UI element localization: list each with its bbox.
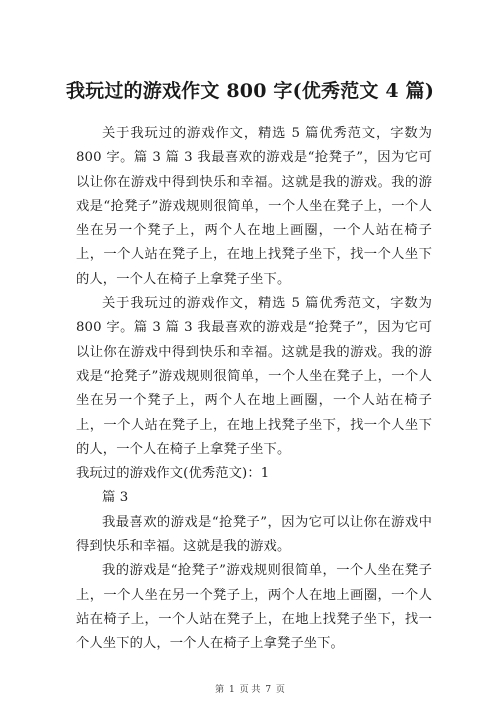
footer-page-number: 1 [228, 685, 235, 695]
paragraph-6: 我的游戏是“抢凳子”游戏规则很简单，一个人坐在凳子上，一个人坐在另一个凳子上，两个人在地上画圈，一个人站在椅子上，一个人站在凳子上，在地上找凳子坐下，找一个人坐下的人，一个人在椅子上拿凳子坐下。 [76, 563, 432, 652]
paragraph-2: 关于我玩过的游戏作文，精选 5 篇优秀范文，字数为 800 字。篇 3 篇 3 我最喜欢的游戏是“抢凳子”，因为它可以让你在游戏中得到快乐和幸福。这就是我的游戏。我的游戏是“抢凳子”游戏规则很简单，一个人坐在凳子上，一个人坐在另一个凳子上，两个人在地上画圈，一个人站在椅子上，一个人站在凳子上，在地上找凳子坐下，找一个人坐下的人，一个人在椅子上拿凳子坐下。 [76, 296, 432, 457]
paragraph-1: 关于我玩过的游戏作文，精选 5 篇优秀范文，字数为 800 字。篇 3 篇 3 我最喜欢的游戏是“抢凳子”，因为它可以让你在游戏中得到快乐和幸福。这就是我的游戏。我的游戏是“抢凳子”游戏规则很简单，一个人坐在凳子上，一个人坐在另一个凳子上，两个人在地上画圈，一个人站在椅子上，一个人站在凳子上，在地上找凳子坐下，找一个人坐下的人，一个人在椅子上拿凳子坐下。 [76, 126, 432, 287]
footer-middle: 页 共 [239, 685, 261, 695]
footer-prefix: 第 [215, 685, 225, 695]
paragraph-5: 我最喜欢的游戏是“抢凳子”，因为它可以让你在游戏中得到快乐和幸福。这就是我的游戏。 [76, 514, 432, 555]
document-title: 我玩过的游戏作文 800 字(优秀范文 4 篇) [65, 80, 435, 102]
paragraph-3: 我玩过的游戏作文(优秀范文)：1 [76, 466, 270, 482]
paragraph-4: 篇 3 [102, 490, 129, 506]
page-footer [0, 684, 500, 696]
footer-total-pages: 7 [265, 685, 272, 695]
document-body [76, 122, 432, 657]
footer-suffix: 页 [275, 685, 285, 695]
